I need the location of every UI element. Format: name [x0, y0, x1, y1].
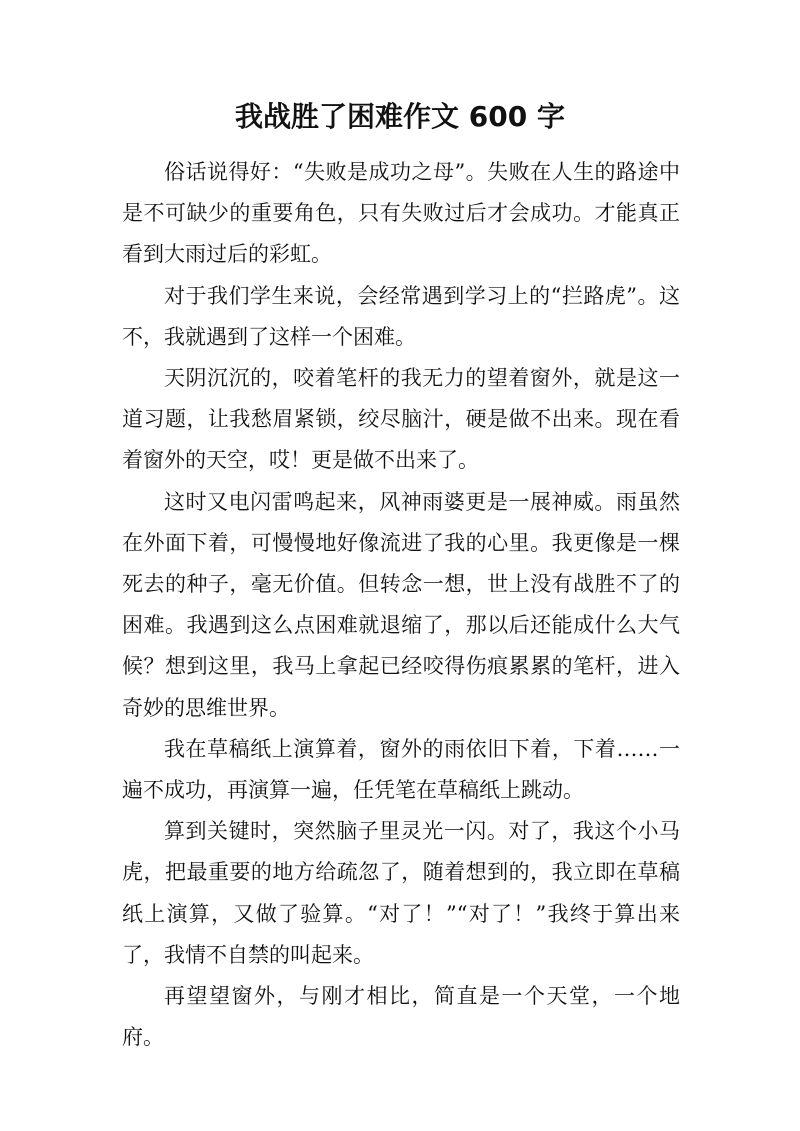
paragraph-7: 再望望窗外，与刚才相比，简直是一个天堂，一个地府。 — [122, 984, 680, 1050]
paragraph-5: 我在草稿纸上演算着，窗外的雨依旧下着，下着……一遍不成功，再演算一遍，任凭笔在草稿纸上跳动。 — [122, 736, 680, 803]
paragraph-3: 天阴沉沉的，咬着笔杆的我无力的望着窗外，就是这一道习题，让我愁眉紧锁，绞尽脑汁，硬是做不出来。现在看着窗外的天空，哎！更是做不出来了。 — [122, 366, 680, 473]
document-title: 我战胜了困难作文 600 字 — [235, 100, 565, 133]
paragraph-6: 算到关键时，突然脑子里灵光一闪。对了，我这个小马虎，把最重要的地方给疏忽了，随着想到的，我立即在草稿纸上演算，又做了验算。“对了！”“对了！”我终于算出来了，我情不自禁的叫起来。 — [122, 819, 680, 967]
paragraph-2: 对于我们学生来说，会经常遇到学习上的“拦路虎”。这不，我就遇到了这样一个困难。 — [122, 283, 680, 349]
paragraph-1: 俗话说得好：“失败是成功之母”。失败在人生的路途中是不可缺少的重要角色，只有失败过后才会成功。才能真正看到大雨过后的彩虹。 — [122, 160, 680, 267]
document-body — [122, 152, 680, 1058]
paragraph-4: 这时又电闪雷鸣起来，风神雨婆更是一展神威。雨虽然在外面下着，可慢慢地好像流进了我的心里。我更像是一棵死去的种子，毫无价值。但转念一想，世上没有战胜不了的困难。我遇到这么点困难就退缩了，那以后还能成什么大气候？想到这里，我马上拿起已经咬得伤痕累累的笔杆，进入奇妙的思维世界。 — [122, 489, 680, 720]
